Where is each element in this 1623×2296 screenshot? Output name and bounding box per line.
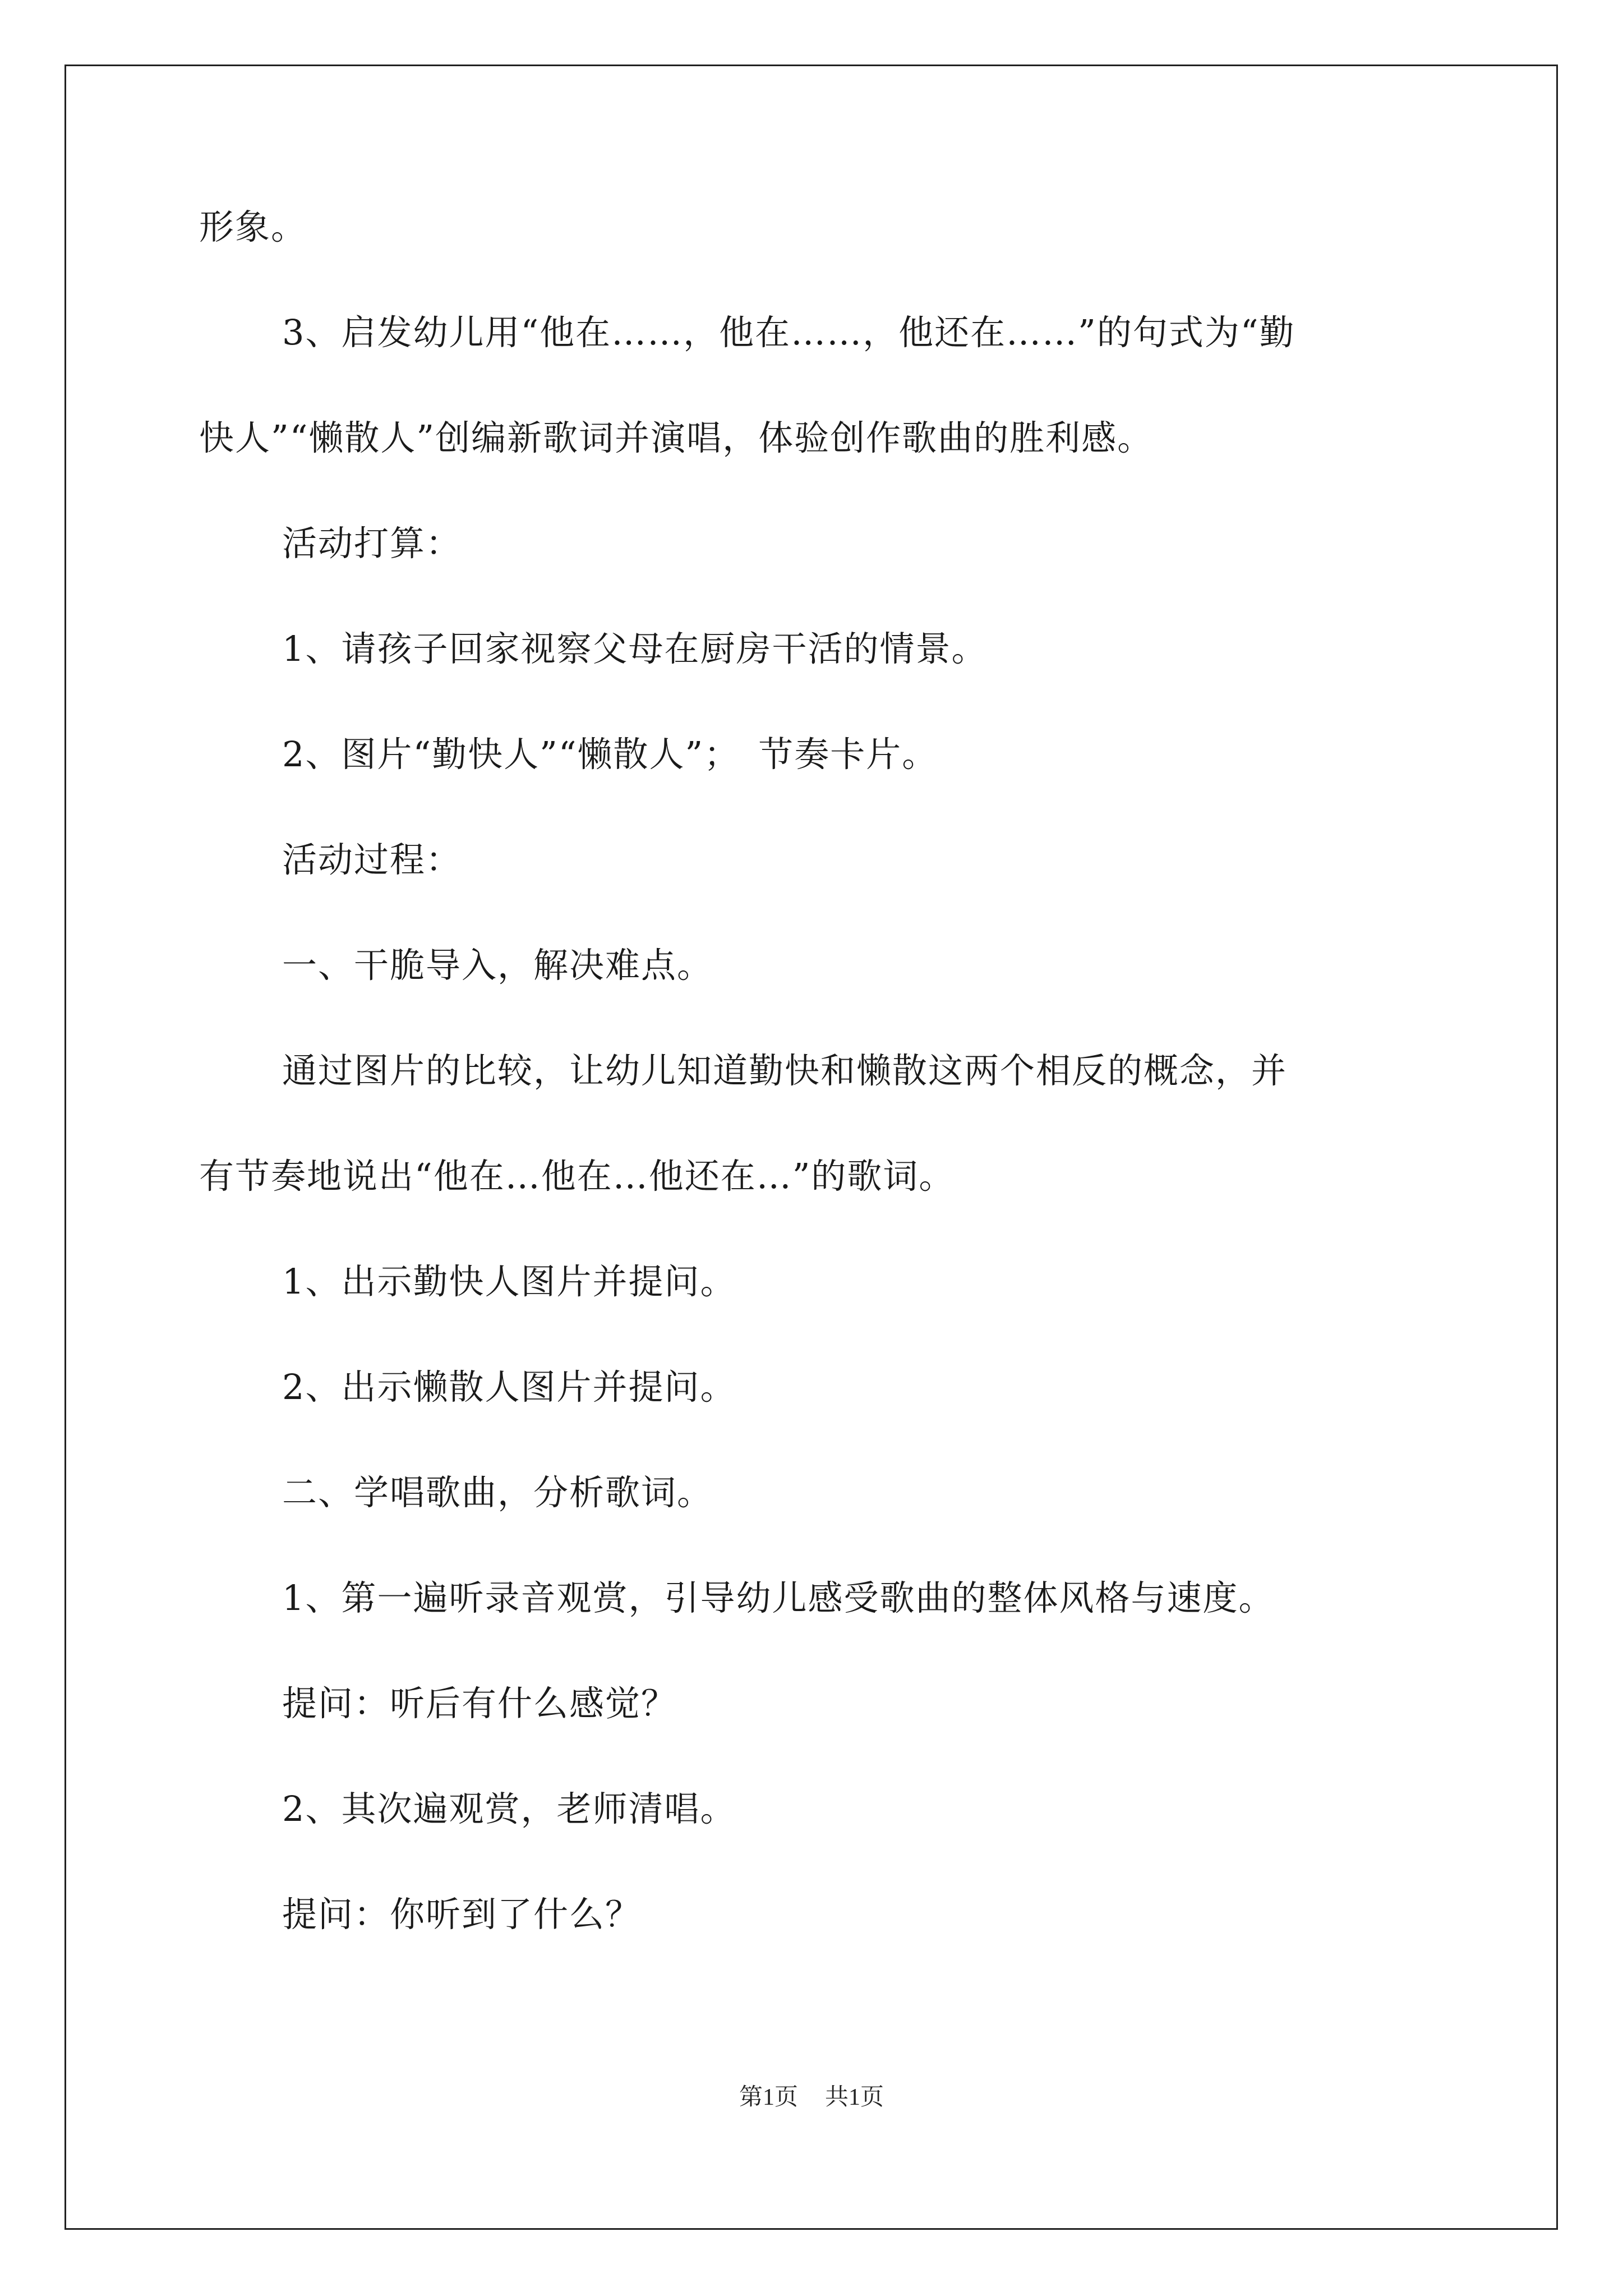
paragraph-line: 活动过程：	[282, 839, 462, 880]
paragraph-line: 2、其次遍观赏，老师清唱。	[282, 1788, 736, 1829]
paragraph-line: 通过图片的比较，让幼儿知道勤快和懒散这两个相反的概念，并	[282, 1050, 1288, 1091]
paragraph-line: 一、干脆导入，解决难点。	[282, 945, 713, 986]
paragraph-line: 提问：听后有什么感觉？	[282, 1683, 677, 1724]
paragraph-line: 形象。	[199, 206, 307, 247]
paragraph-line: 1、请孩子回家视察父母在厨房干活的情景。	[282, 628, 988, 669]
paragraph-line: 3、启发幼儿用“他在……，他在……，他还在……”的句式为“勤	[282, 312, 1295, 353]
page-footer	[0, 2078, 1623, 2112]
paragraph-line: 2、出示懒散人图片并提问。	[282, 1366, 736, 1407]
paragraph-line: 活动打算：	[282, 523, 462, 564]
page-number: 第1页	[739, 2085, 798, 2110]
page-total: 共1页	[825, 2085, 884, 2110]
paragraph-line: 1、出示勤快人图片并提问。	[282, 1261, 736, 1302]
paragraph-line: 有节奏地说出“他在…他在…他还在…”的歌词。	[199, 1156, 955, 1197]
paragraph-line: 提问：你听到了什么？	[282, 1894, 642, 1935]
paragraph-line: 2、图片“勤快人”“懒散人”； 节奏卡片。	[282, 734, 938, 775]
paragraph-line: 二、学唱歌曲，分析歌词。	[282, 1472, 713, 1513]
paragraph-line: 快人”“懒散人”创编新歌词并演唱，体验创作歌曲的胜利感。	[199, 417, 1154, 458]
paragraph-line: 1、第一遍听录音观赏，引导幼儿感受歌曲的整体风格与速度。	[282, 1577, 1275, 1618]
